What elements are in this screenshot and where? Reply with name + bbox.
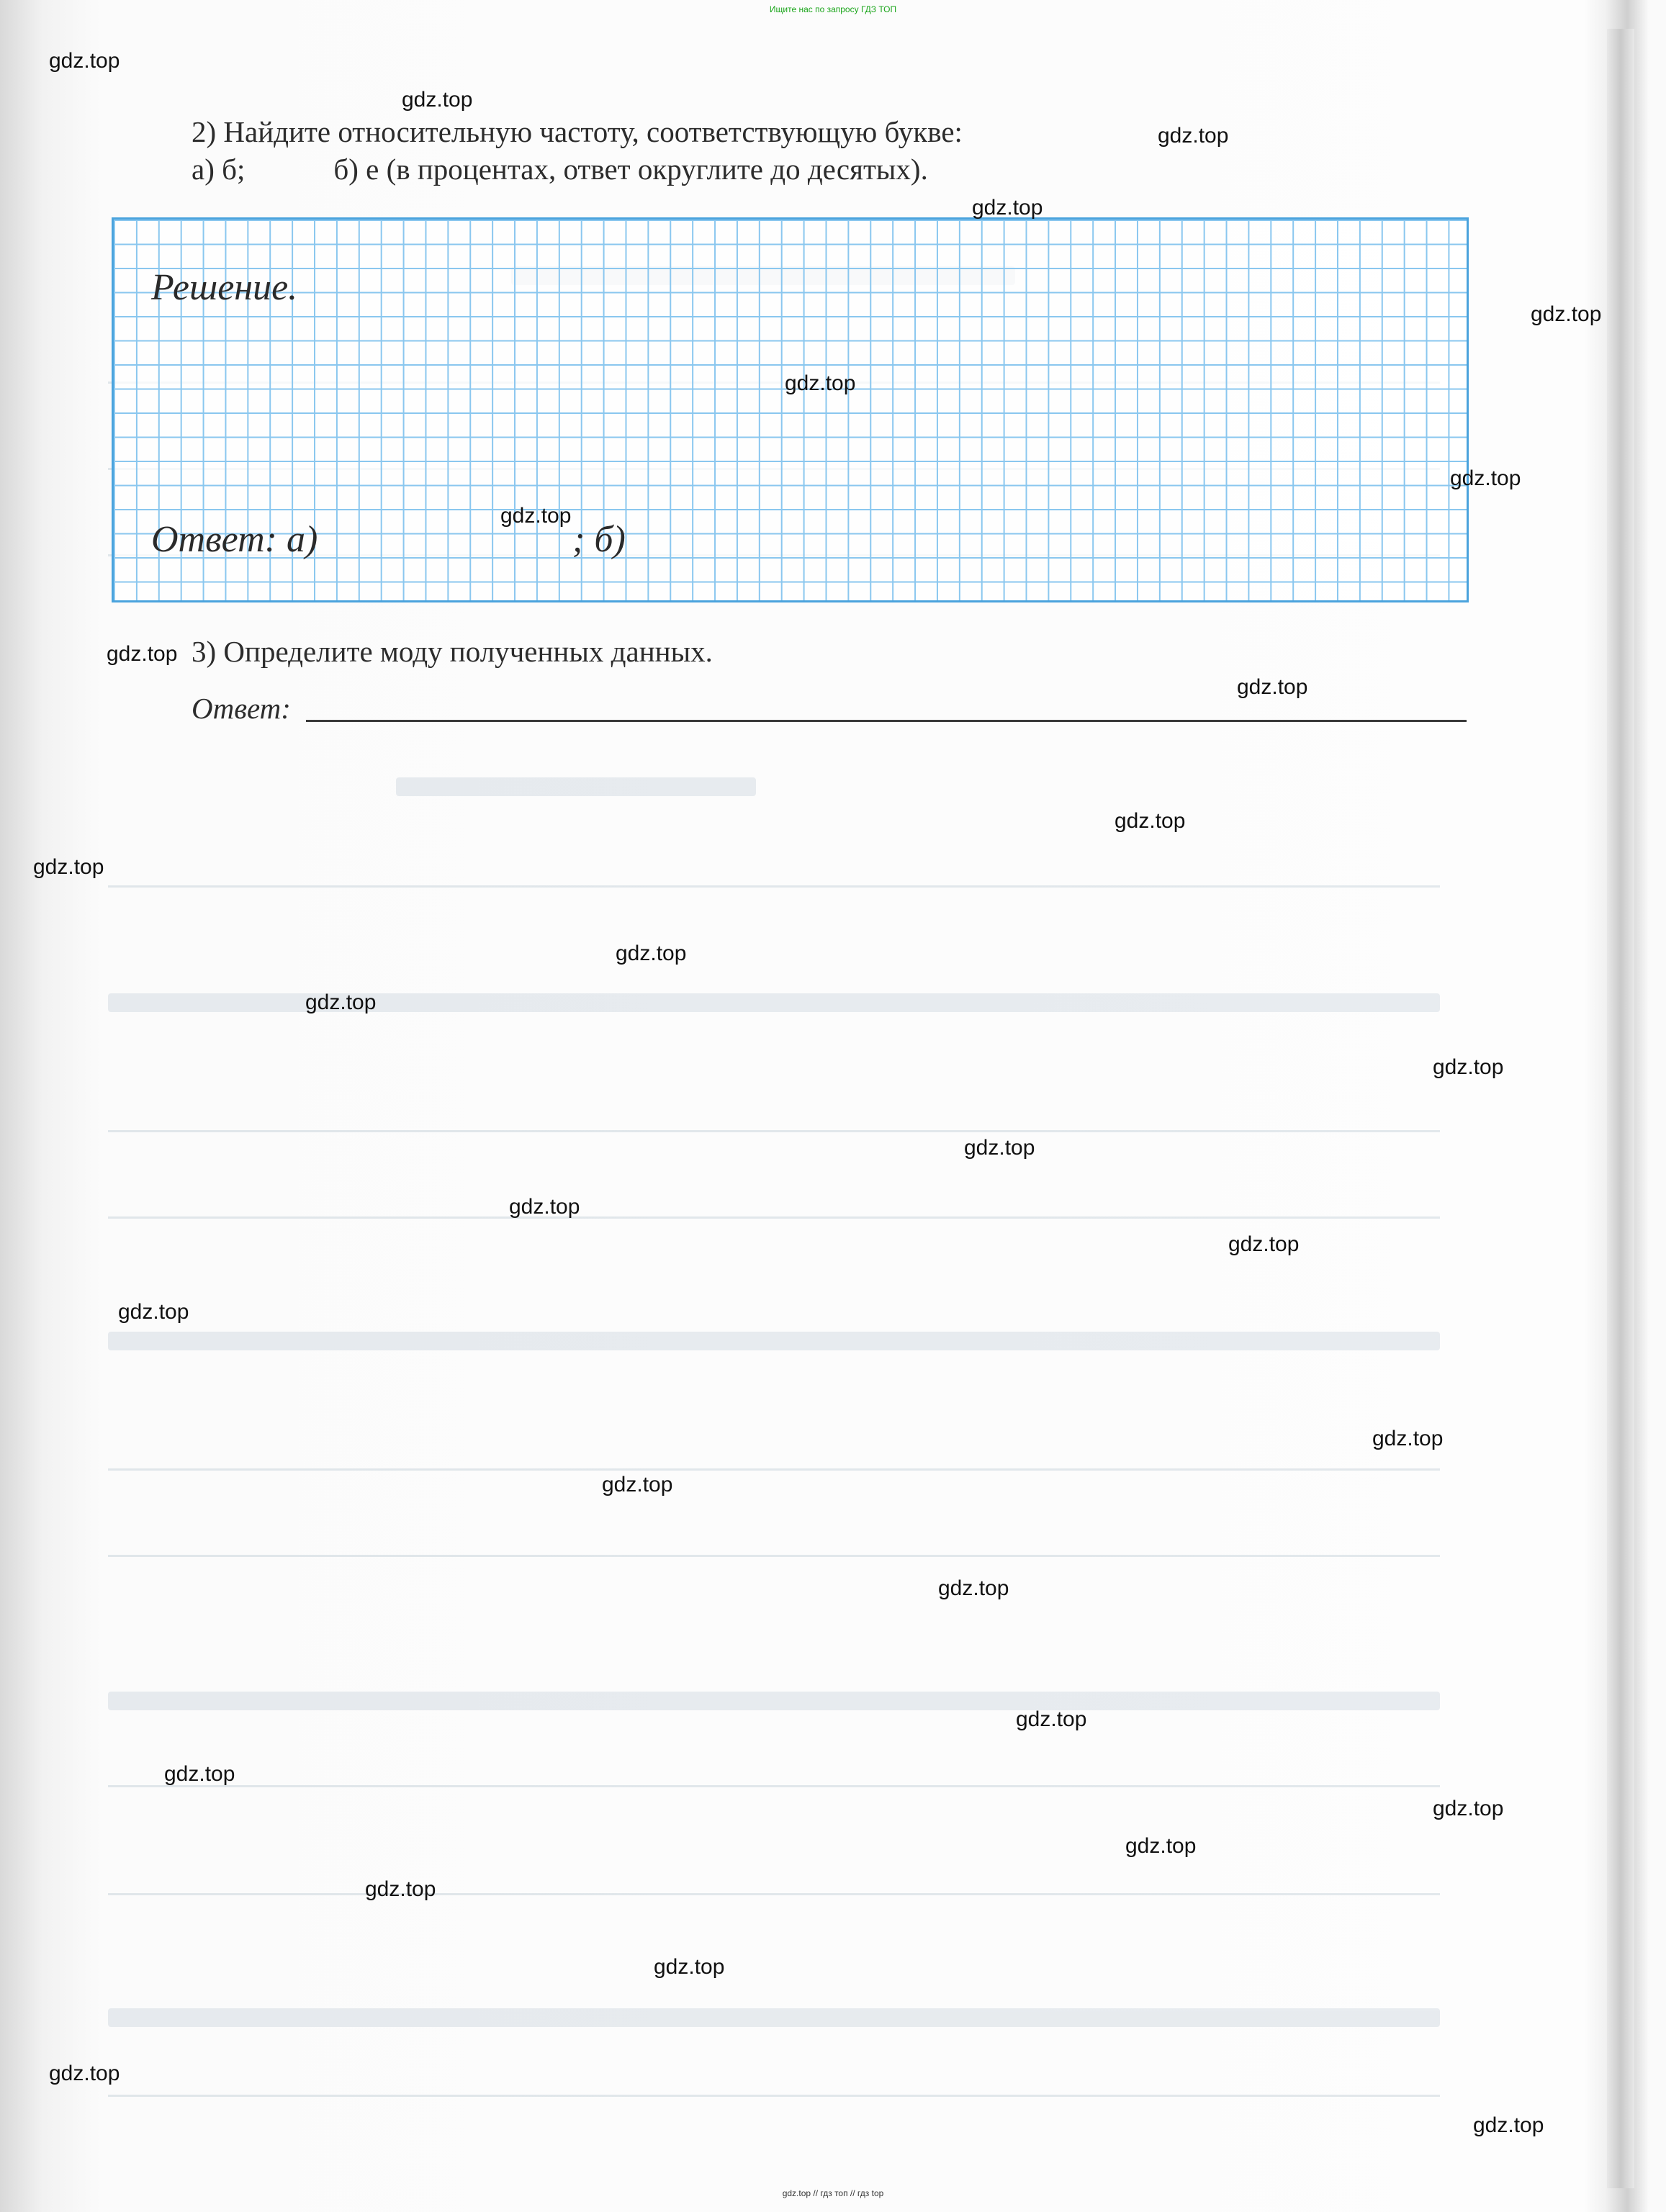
watermark: gdz.top [164,1762,235,1786]
watermark: gdz.top [938,1576,1009,1600]
watermark: gdz.top [972,196,1043,220]
watermark: gdz.top [305,990,377,1014]
watermark: gdz.top [654,1955,725,1979]
watermark: gdz.top [1016,1707,1087,1731]
answer-b-label: ; б) [572,519,626,560]
watermark: gdz.top [33,855,104,879]
answer-3-line [306,720,1467,722]
watermark: gdz.top [49,2062,120,2085]
page-spine-shadow [1607,29,1634,2188]
watermark: gdz.top [509,1195,580,1219]
question-3-text: 3) Определите моду полученных данных. [192,635,713,668]
watermark: gdz.top [1433,1797,1504,1820]
watermark: gdz.top [118,1300,189,1324]
watermark: gdz.top [1372,1427,1444,1450]
watermark: gdz.top [402,88,473,112]
watermark: gdz.top [500,504,572,528]
watermark: gdz.top [1125,1834,1197,1858]
watermark: gdz.top [616,942,687,965]
watermark: gdz.top [602,1473,673,1497]
watermark: gdz.top [1115,809,1186,833]
watermark: gdz.top [785,371,856,395]
question-2-text: 2) Найдите относительную частоту, соответствующую букве: [192,115,963,148]
header-note: Ищите нас по запросу ГДЗ ТОП [769,4,897,14]
watermark: gdz.top [1237,675,1308,699]
watermark: gdz.top [1531,302,1602,326]
watermark: gdz.top [49,49,120,73]
watermark: gdz.top [1450,466,1521,490]
watermark: gdz.top [1473,2113,1544,2137]
watermark: gdz.top [1228,1232,1300,1256]
footer-note: gdz.top // гдз топ // гдз top [782,2188,884,2198]
watermark: gdz.top [1433,1055,1504,1079]
question-2-subparts: а) б; б) е (в процентах, ответ округлите до десятых). [192,153,928,186]
watermark: gdz.top [964,1136,1035,1160]
watermark: gdz.top [365,1877,436,1901]
watermark: gdz.top [1158,124,1229,148]
answer-3-label: Ответ: [192,692,291,725]
answer-a-label: Ответ: а) [151,519,318,560]
solution-label: Решение. [151,267,298,308]
watermark: gdz.top [107,642,178,666]
